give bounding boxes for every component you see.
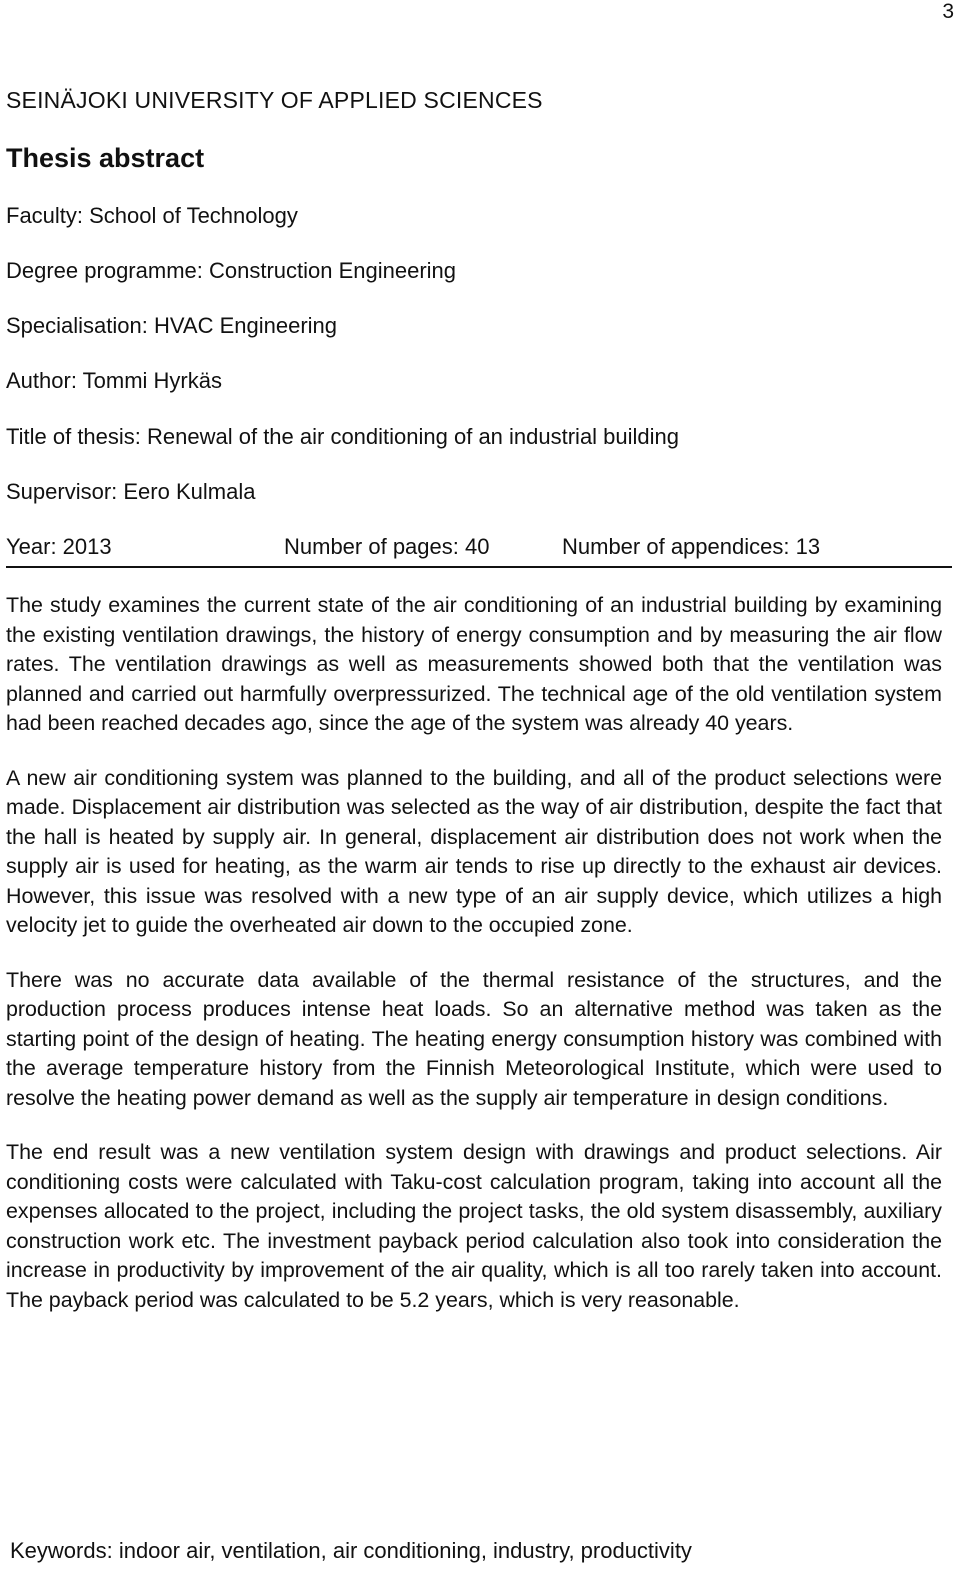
abstract-paragraph: A new air conditioning system was planned to the building, and all of the product selections were made. Displacement air distribution was selected as the way of air distribution, despite the fact that the hall is heated by supply air. In general, displacement air distribution does not work when the supply air is used for heating, as the warm air tends to rise up directly to the exhaust air devices. However, this issue was resolved with a new type of an air supply device, which utilizes a high velocity jet to guide the overheated air down to the occupied zone.: [6, 765, 942, 937]
page-title: Thesis abstract: [6, 143, 205, 173]
abstract-paragraph: The end result was a new ventilation system design with drawings and product selections. Air conditioning costs were calculated with Taku-cost calculation program, taking into account all the expenses allocated to the project, including the project tasks, the old system disassembly, auxiliary construction work etc. The investment payback period calculation also took into consideration the increase in productivity by improvement of the air quality, which is all too rarely taken into account. The payback period was calculated to be 5.2 years, which is very reasonable.: [6, 1140, 942, 1312]
abstract-body: [6, 591, 942, 1340]
abstract-paragraph: The study examines the current state of the air conditioning of an industrial building by examining the existing ventilation drawings, the history of energy consumption and by measuring the air flow rates. The ventilation drawings as well as measurements showed both that the ventilation was planned and carried out harmfully overpressurized. The technical age of the old ventilation system had been reached decades ago, since the age of the system was already 40 years.: [6, 593, 942, 735]
author-line: Author: Tommi Hyrkäs: [6, 368, 222, 393]
university-name: SEINÄJOKI UNIVERSITY OF APPLIED SCIENCES: [6, 87, 543, 113]
abstract-paragraph: There was no accurate data available of the thermal resistance of the structures, and the production process produces intense heat loads. So an alternative method was taken as the starting point of the design of heating. The heating energy consumption history was combined with the average temperature history from the Finnish Meteorological Institute, which were used to resolve the heating power demand as well as the supply air temperature in design conditions.: [6, 967, 942, 1110]
keywords-line: Keywords: indoor air, ventilation, air conditioning, industry, productivity: [10, 1538, 692, 1563]
pages-field: Number of pages: 40: [284, 534, 490, 559]
specialisation-line: Specialisation: HVAC Engineering: [6, 313, 337, 338]
header-divider: [6, 566, 952, 568]
year-field: Year: 2013: [6, 534, 112, 559]
faculty-line: Faculty: School of Technology: [6, 203, 298, 228]
supervisor-line: Supervisor: Eero Kulmala: [6, 479, 256, 504]
appendices-field: Number of appendices: 13: [562, 534, 821, 559]
degree-programme-line: Degree programme: Construction Engineering: [6, 258, 457, 283]
thesis-title-line: Title of thesis: Renewal of the air conditioning of an industrial building: [6, 424, 680, 449]
page-number: 3: [942, 0, 954, 23]
